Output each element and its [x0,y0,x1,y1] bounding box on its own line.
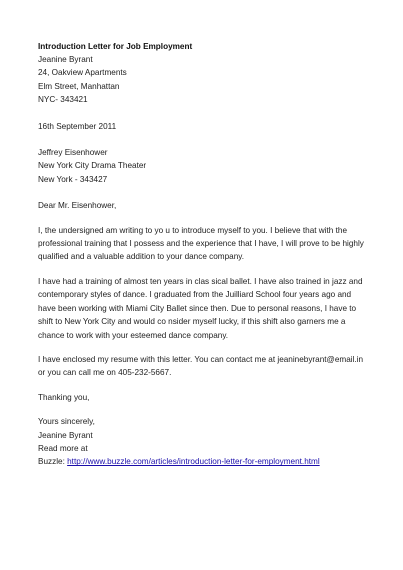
letter-page [38,40,383,469]
paragraph-line: contemporary styles of dance. I graduated from the Juilliard School four years ago and [38,290,352,300]
sender-line: NYC- 343421 [38,95,88,105]
paragraph-line: qualified and a valuable addition to your dance company. [38,252,245,262]
salutation: Dear Mr. Eisenhower, [38,201,117,211]
closing-line: Yours sincerely, [38,417,95,427]
letter-date: 16th September 2011 [38,121,117,131]
paragraph-line: I have enclosed my resume with this letter. You can contact me at jeaninebyrant@email.in [38,354,364,364]
letter-title: Introduction Letter for Job Employment [38,42,193,51]
recipient-line: Jeffrey Eisenhower [38,148,108,158]
paragraph-contact [38,353,383,380]
paragraph-line: shift to New York City and would co nsider myself lucky, if this shift also garners me a [38,317,346,327]
paragraph-line: chance to work with your esteemed dance company. [38,330,229,340]
recipient-address [38,146,383,186]
paragraph-intro [38,224,383,264]
paragraph-experience [38,275,383,342]
sender-line: 24, Oakview Apartments [38,68,127,78]
paragraph-line: professional training that I possess and the experience that I have, I will prove to be highly [38,239,364,249]
sender-line: Jeanine Byrant [38,55,93,64]
read-more-label: Read more at [38,443,88,453]
source-line [38,455,383,468]
recipient-line: New York City Drama Theater [38,161,147,171]
signature-name: Jeanine Byrant [38,430,93,440]
source-label: Buzzle: [38,457,68,467]
thanks-line: Thanking you, [38,392,90,402]
source-link[interactable]: http://www.buzzle.com/articles/introduction-letter-for-employment.html [67,457,320,467]
sender-line: Elm Street, Manhattan [38,81,120,91]
paragraph-line: I have had a training of almost ten years in clas sical ballet. I have also trained in jazz and [38,276,363,286]
paragraph-line: have been working with Miami City Ballet since then. Due to personal reasons, I have to [38,303,357,313]
paragraph-line: or you can call me on 405-232-5667. [38,368,172,378]
paragraph-line: I, the undersigned am writing to yo u to introduce myself to you. I believe that with the [38,225,348,235]
recipient-line: New York - 343427 [38,174,108,184]
sender-address [38,53,383,107]
